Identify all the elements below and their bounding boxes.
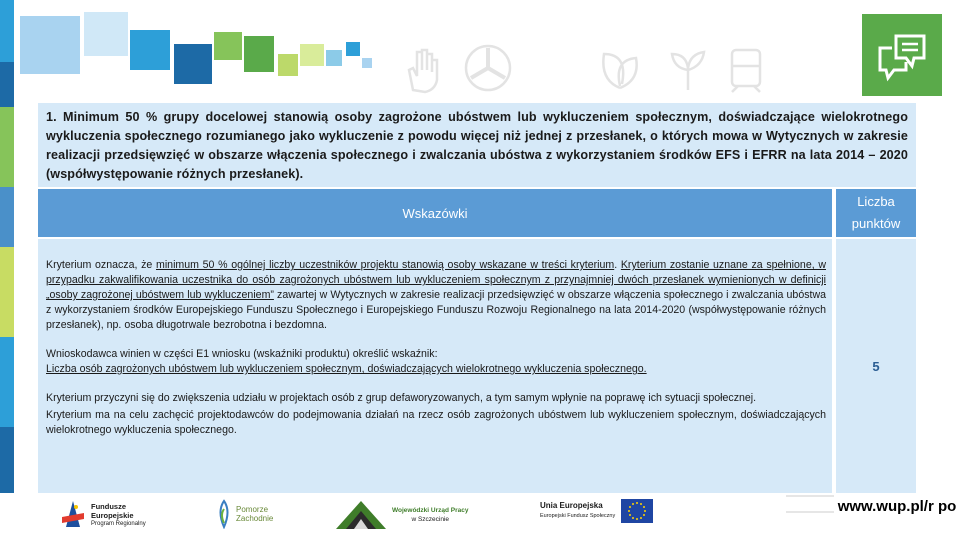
guidelines-column-header: Wskazówki <box>38 189 832 237</box>
pomorze-logo-icon <box>215 499 233 529</box>
wup-line1: Wojewódzki Urząd Pracy <box>392 507 469 514</box>
guideline-text: zawartej w Wytycznych w zakresie realizacji przedsięwzięć w obszarze włączenia społecznego i zwalczania ubóstwa z wykorzystaniem środków Europejskiego Funduszu Społecznego i Europejskiego Funduszu Rozwoju Regionalnego na lata 2014-2020 (współwystępowanie różnych przesłanek), np. osoba długotrwale bezrobotna i bezdomna. <box>46 289 826 331</box>
guidelines-cell <box>38 239 832 493</box>
fe-line1: Fundusze <box>91 501 126 511</box>
pz-line2: Zachodnie <box>236 514 274 523</box>
indicator-name: Liczba osób zagrożonych ubóstwem lub wykluczeniem społecznym, doświadczających wielokrotnego wykluczenia społecznego. <box>46 363 647 375</box>
wup-line2: w Szczecinie <box>411 516 450 523</box>
points-value: 5 <box>872 358 880 374</box>
fe-logo-icon <box>60 497 86 533</box>
logo-fundusze-europejskie <box>60 497 146 533</box>
points-column-header <box>836 189 916 237</box>
fe-line2: Europejskie <box>91 510 134 520</box>
criterion-header <box>38 103 916 187</box>
points-cell <box>836 239 916 493</box>
eu-flag-icon <box>621 499 653 523</box>
points-column-label: Liczba punktów <box>851 194 901 231</box>
footer-logos <box>0 493 960 540</box>
criterion-text: 1. Minimum 50 % grupy docelowej stanowią osoby zagrożone ubóstwem lub wykluczeniem społecznym, doświadczające wielokrotnego wykluczenia społecznego rozumianego jako wykluczenie z powodu więcej niż jednej z przesłanek, o których mowa w Wytycznych w zakresie realizacji przedsięwzięć w obszarze włączenia społecznego i zwalczania ubóstwa z wykorzystaniem środków EFS i EFRR na lata 2014 – 2020 (współwystępowanie różnych przesłanek). <box>46 110 908 181</box>
pz-line1: Pomorze <box>236 505 269 514</box>
guideline-text: . <box>614 259 621 271</box>
guideline-paragraph-1 <box>46 258 826 333</box>
logo-wup-szczecin <box>336 499 468 531</box>
hand-icon <box>395 40 451 96</box>
guideline-text: Wnioskodawca winien w części E1 wniosku (wskaźniki produktu) określić wskaźnik: <box>46 348 438 360</box>
guideline-paragraph-2 <box>46 347 826 377</box>
logo-pomorze-zachodnie <box>215 499 273 529</box>
logo-unia-europejska <box>540 499 653 523</box>
chat-icon <box>862 14 942 96</box>
leaf-icon <box>592 40 648 96</box>
tram-icon <box>718 40 774 96</box>
wup-logo-icon <box>336 499 386 531</box>
guideline-paragraph-4: Kryterium ma na celu zachęcić projektodawców do podejmowania działań na rzecz osób zagrożonych ubóstwem lub wykluczeniem społecznym, doświadczających wielokrotnego wykluczenia społecznego. <box>46 409 826 436</box>
guideline-text-underlined: Kryterium zostanie uznane za spełnione, w przypadku zakwalifikowania uczestnika do osób zagrożonych ubóstwem lub wykluczeniem społecznym z przynajmniej dwóch przesłanek wymienionych w definicji „osoby zagrożonej ubóstwem lub wykluczeniem” <box>46 259 826 301</box>
ue-line2: Europejski Fundusz Społeczny <box>540 513 616 519</box>
website-url[interactable]: www.wup.pl/r po <box>834 497 960 540</box>
chat-icon-box <box>862 14 942 96</box>
sprout-icon <box>660 40 716 96</box>
faint-icons-footer <box>786 495 834 513</box>
windmill-icon <box>460 40 516 96</box>
guideline-paragraph-3: Kryterium przyczyni się do zwiększenia udziału w projektach osób z grup defaworyzowanych, a tym samym wpłynie na poprawę ich sytuacji społecznej. <box>46 392 757 404</box>
fe-line3: Program Regionalny <box>91 520 146 527</box>
ue-line1: Unia Europejska <box>540 501 603 510</box>
guideline-text-underlined: minimum 50 % ogólnej liczby uczestników projektu stanowią osoby wskazane w treści kryterium <box>156 259 615 271</box>
guideline-text: Kryterium oznacza, że <box>46 259 156 271</box>
